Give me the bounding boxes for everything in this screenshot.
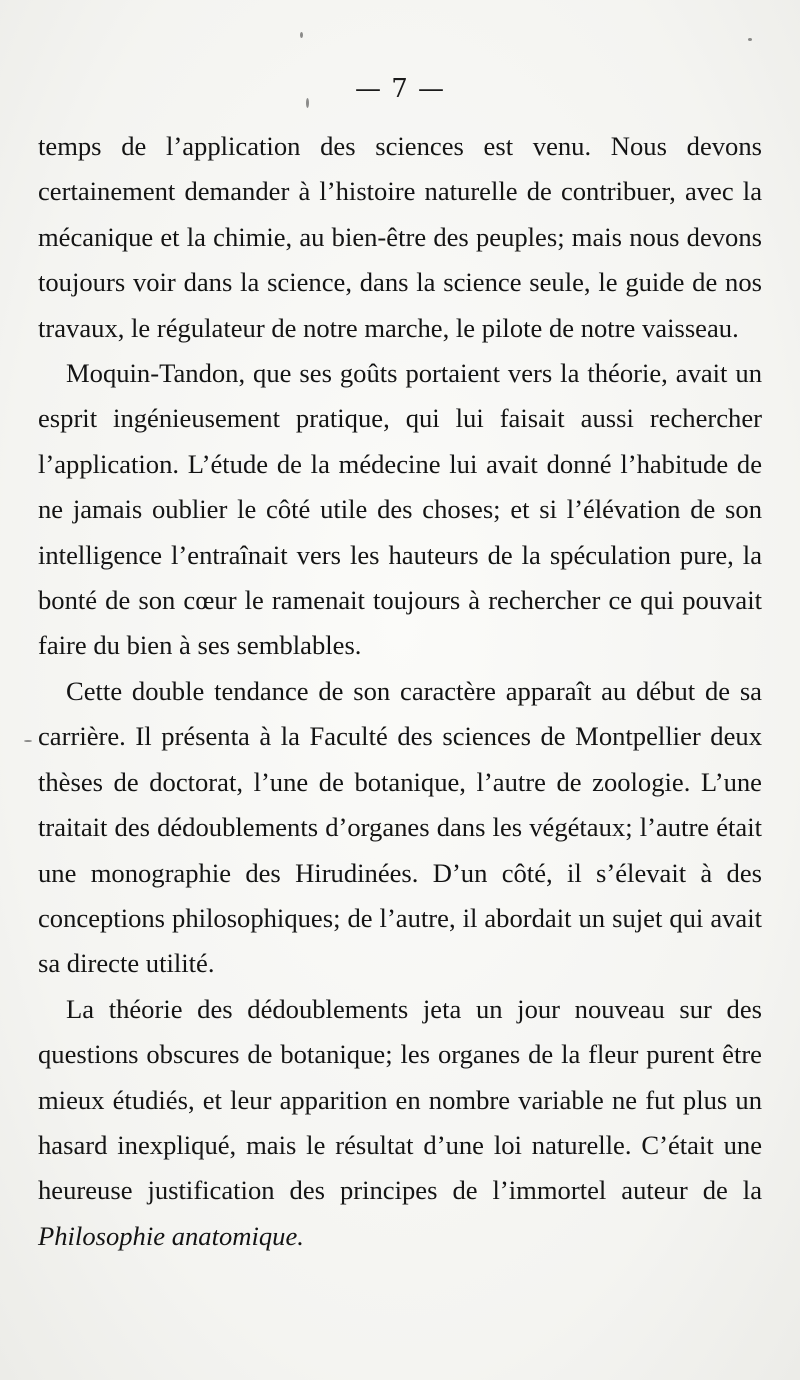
paragraph-3: Cette double tendance de son caractère apparaît au début de sa carrière. Il présenta à la Faculté des sciences de Montpellier deux thèses de doctorat, l’une de botanique, l’autre de zoologie. L’une traitait des dédoublements d’organes dans les végétaux; l’autre était une monographie des Hirudinées. D’un côté, il s’élevait à des conceptions philosophiques; de l’autre, il abordait un sujet qui avait sa directe utilité. — [38, 675, 762, 979]
paragraph-1: temps de l’application des sciences est venu. Nous devons certainement demander à l’histoire naturelle de contribuer, avec la mécanique et la chimie, au bien-être des peuples; mais nous devons toujours voir dans la science, dans la science seule, le guide de nos travaux, le régulateur de notre marche, le pilote de notre vaisseau. — [38, 131, 762, 343]
paragraph-4 — [38, 987, 762, 1259]
book-title: Philosophie anatomique. — [38, 1220, 304, 1251]
body-text — [38, 124, 762, 1259]
scan-speck — [300, 32, 303, 38]
scan-speck — [24, 740, 32, 742]
paragraph-4-text: La théorie des dédoublements jeta un jour nouveau sur des questions obscures de botanique; les organes de la fleur purent être mieux étudiés, et leur apparition en nombre variable ne fut plus un hasard inexpliqué, mais le résultat d’une loi naturelle. C’était une heureuse justification des principes de l’immortel auteur de la — [38, 993, 762, 1206]
scan-speck — [748, 38, 752, 41]
page-number: — 7 — — [354, 74, 446, 104]
paragraph-2: Moquin-Tandon, que ses goûts portaient vers la théorie, avait un esprit ingénieusement pratique, qui lui faisait aussi rechercher l’application. L’étude de la médecine lui avait donné l’habitude de ne jamais oublier le côté utile des choses; et si l’élévation de son intelligence l’entraînait vers les hauteurs de la spéculation pure, la bonté de son cœur le ramenait toujours à rechercher ce qui pouvait faire du bien à ses semblables. — [38, 358, 762, 661]
